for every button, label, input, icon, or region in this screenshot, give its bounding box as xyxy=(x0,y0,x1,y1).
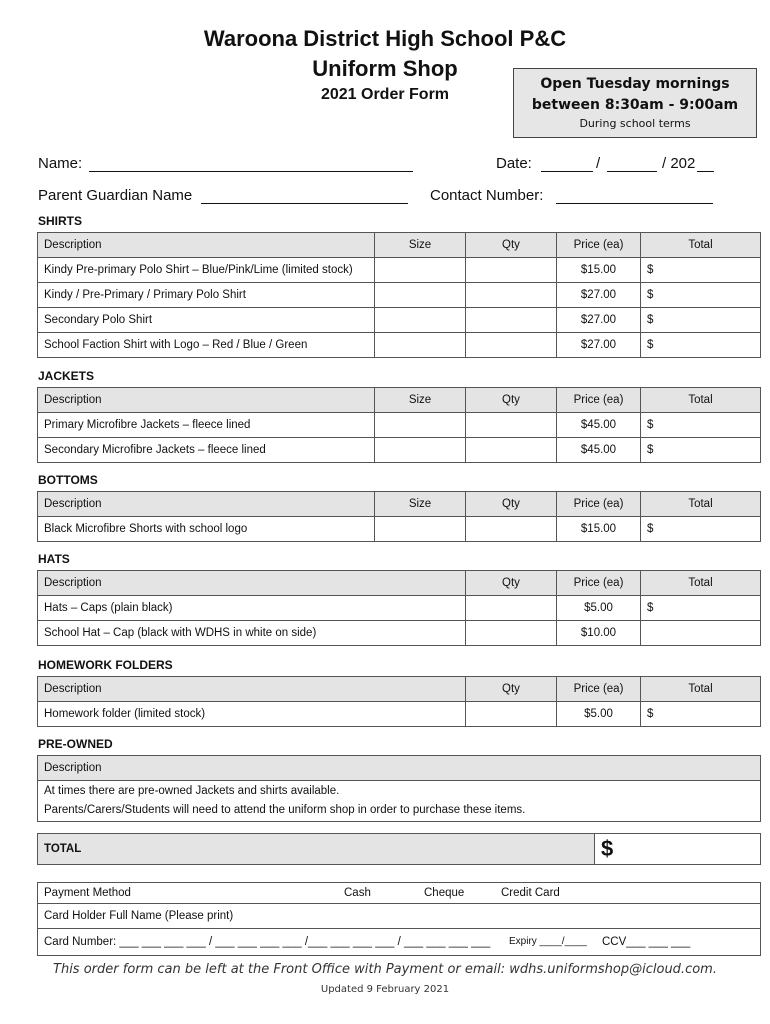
col-size: Size xyxy=(375,492,466,517)
price-cell: $45.00 xyxy=(557,438,641,463)
item-description: Secondary Microfibre Jackets – fleece lined xyxy=(38,438,375,463)
item-description: Black Microfibre Shorts with school logo xyxy=(38,517,375,542)
hours-line-2: between 8:30am - 9:00am xyxy=(531,97,739,113)
total-cell[interactable]: $ xyxy=(641,596,761,621)
hats-table xyxy=(37,570,761,646)
size-cell[interactable] xyxy=(375,413,466,438)
opening-hours-box xyxy=(513,68,757,138)
col-size: Size xyxy=(375,233,466,258)
parent-field[interactable] xyxy=(201,203,408,204)
payment-credit-option[interactable]: Credit Card xyxy=(501,887,560,899)
item-description: Kindy / Pre-Primary / Primary Polo Shirt xyxy=(38,283,375,308)
col-total: Total xyxy=(641,677,761,702)
table-header xyxy=(38,233,761,258)
col-qty: Qty xyxy=(466,233,557,258)
payment-method-row xyxy=(38,883,761,904)
col-description: Description xyxy=(38,677,466,702)
qty-cell[interactable] xyxy=(466,596,557,621)
col-price: Price (ea) xyxy=(557,233,641,258)
ccv-field[interactable]: CCV___ ___ ___ xyxy=(602,936,691,948)
size-cell[interactable] xyxy=(375,283,466,308)
table-row xyxy=(38,517,761,542)
table-row xyxy=(38,596,761,621)
payment-method-label: Payment Method xyxy=(44,887,131,899)
col-qty: Qty xyxy=(466,677,557,702)
shirts-table xyxy=(37,232,761,358)
payment-cheque-option[interactable]: Cheque xyxy=(424,887,465,899)
section-jackets: JACKETS xyxy=(38,369,95,383)
qty-cell[interactable] xyxy=(466,438,557,463)
total-cell[interactable]: $ xyxy=(641,438,761,463)
col-qty: Qty xyxy=(466,571,557,596)
table-row xyxy=(38,781,761,822)
date-year-prefix: / 202 xyxy=(662,155,696,172)
card-number-label: Card Number: ___ ___ ___ ___ / ___ ___ ___ ___ /___ ___ ___ ___ / ___ ___ ___ ___ xyxy=(44,936,491,948)
total-cell[interactable]: $ xyxy=(641,308,761,333)
col-total: Total xyxy=(641,388,761,413)
price-cell: $10.00 xyxy=(557,621,641,646)
col-description: Description xyxy=(38,756,761,781)
size-cell[interactable] xyxy=(375,438,466,463)
name-label: Name: xyxy=(38,155,83,172)
preowned-table xyxy=(37,755,761,822)
price-cell: $27.00 xyxy=(557,283,641,308)
price-cell: $27.00 xyxy=(557,308,641,333)
item-description: School Hat – Cap (black with WDHS in white on side) xyxy=(38,621,466,646)
hours-line-3: During school terms xyxy=(579,117,691,130)
col-description: Description xyxy=(38,388,375,413)
size-cell[interactable] xyxy=(375,333,466,358)
total-label: TOTAL xyxy=(38,834,595,865)
table-row xyxy=(38,258,761,283)
table-row xyxy=(38,702,761,727)
total-cell[interactable]: $ xyxy=(641,333,761,358)
qty-cell[interactable] xyxy=(466,702,557,727)
qty-cell[interactable] xyxy=(466,258,557,283)
total-cell[interactable]: $ xyxy=(641,283,761,308)
item-description: Hats – Caps (plain black) xyxy=(38,596,466,621)
price-cell: $5.00 xyxy=(557,596,641,621)
expiry-field[interactable]: Expiry ____/____ xyxy=(509,936,587,947)
total-cell[interactable]: $ xyxy=(641,413,761,438)
price-cell: $15.00 xyxy=(557,258,641,283)
item-description: Secondary Polo Shirt xyxy=(38,308,375,333)
date-separator: / xyxy=(596,155,601,172)
folders-table xyxy=(37,676,761,727)
section-shirts: SHIRTS xyxy=(38,214,83,228)
price-cell: $27.00 xyxy=(557,333,641,358)
form-subtitle: 2021 Order Form xyxy=(320,86,450,103)
preowned-line-2: Parents/Carers/Students will need to attend the uniform shop in order to purchase these items. xyxy=(44,804,526,816)
item-description: School Faction Shirt with Logo – Red / Blue / Green xyxy=(38,333,375,358)
qty-cell[interactable] xyxy=(466,517,557,542)
table-header xyxy=(38,388,761,413)
qty-cell[interactable] xyxy=(466,413,557,438)
col-price: Price (ea) xyxy=(557,571,641,596)
qty-cell[interactable] xyxy=(466,283,557,308)
hours-line-1: Open Tuesday mornings xyxy=(540,76,730,92)
date-month-field[interactable] xyxy=(607,171,657,172)
updated-date: Updated 9 February 2021 xyxy=(320,984,450,995)
item-description: Homework folder (limited stock) xyxy=(38,702,466,727)
total-cell[interactable] xyxy=(641,621,761,646)
total-cell[interactable]: $ xyxy=(641,517,761,542)
price-cell: $45.00 xyxy=(557,413,641,438)
col-total: Total xyxy=(641,571,761,596)
date-label: Date: xyxy=(496,155,532,172)
col-description: Description xyxy=(38,571,466,596)
item-description: Kindy Pre-primary Polo Shirt – Blue/Pink/Lime (limited stock) xyxy=(38,258,375,283)
table-header xyxy=(38,756,761,781)
footer-note: This order form can be left at the Front Office with Payment or email: wdhs.uniformshop@icloud.com. xyxy=(53,962,717,977)
col-total: Total xyxy=(641,233,761,258)
parent-label: Parent Guardian Name xyxy=(38,187,193,204)
shop-title: Uniform Shop xyxy=(312,56,458,81)
qty-cell[interactable] xyxy=(466,308,557,333)
price-cell: $15.00 xyxy=(557,517,641,542)
jackets-table xyxy=(37,387,761,463)
table-row xyxy=(38,438,761,463)
price-cell: $5.00 xyxy=(557,702,641,727)
card-holder-row[interactable] xyxy=(38,904,761,929)
col-description: Description xyxy=(38,233,375,258)
bottoms-table xyxy=(37,491,761,542)
qty-cell[interactable] xyxy=(466,621,557,646)
section-preowned: PRE-OWNED xyxy=(38,737,113,751)
grand-total-field[interactable]: $ xyxy=(595,834,761,865)
col-total: Total xyxy=(641,492,761,517)
section-bottoms: BOTTOMS xyxy=(38,473,98,487)
table-row xyxy=(38,333,761,358)
total-cell[interactable]: $ xyxy=(641,258,761,283)
payment-table xyxy=(37,882,761,956)
table-row xyxy=(38,308,761,333)
size-cell[interactable] xyxy=(375,258,466,283)
col-price: Price (ea) xyxy=(557,677,641,702)
section-hats: HATS xyxy=(38,552,70,566)
table-header xyxy=(38,492,761,517)
date-day-field[interactable] xyxy=(541,171,593,172)
size-cell[interactable] xyxy=(375,308,466,333)
table-header xyxy=(38,677,761,702)
date-year-field[interactable] xyxy=(697,171,714,172)
col-qty: Qty xyxy=(466,388,557,413)
col-qty: Qty xyxy=(466,492,557,517)
table-header xyxy=(38,571,761,596)
total-cell[interactable]: $ xyxy=(641,702,761,727)
school-title: Waroona District High School P&C xyxy=(203,26,567,51)
payment-cash-option[interactable]: Cash xyxy=(344,887,371,899)
table-row xyxy=(38,283,761,308)
qty-cell[interactable] xyxy=(466,333,557,358)
col-price: Price (ea) xyxy=(557,492,641,517)
card-holder-label: Card Holder Full Name (Please print) xyxy=(38,904,761,929)
name-field[interactable] xyxy=(89,171,413,172)
col-price: Price (ea) xyxy=(557,388,641,413)
section-folders: HOMEWORK FOLDERS xyxy=(38,658,173,672)
col-size: Size xyxy=(375,388,466,413)
table-row xyxy=(38,621,761,646)
contact-label: Contact Number: xyxy=(430,187,544,204)
table-row xyxy=(38,413,761,438)
item-description: Primary Microfibre Jackets – fleece lined xyxy=(38,413,375,438)
contact-field[interactable] xyxy=(556,203,713,204)
preowned-info xyxy=(38,781,761,822)
card-number-row[interactable] xyxy=(38,929,761,956)
col-description: Description xyxy=(38,492,375,517)
total-table xyxy=(37,833,761,865)
preowned-line-1: At times there are pre-owned Jackets and shirts available. xyxy=(44,785,340,797)
size-cell[interactable] xyxy=(375,517,466,542)
